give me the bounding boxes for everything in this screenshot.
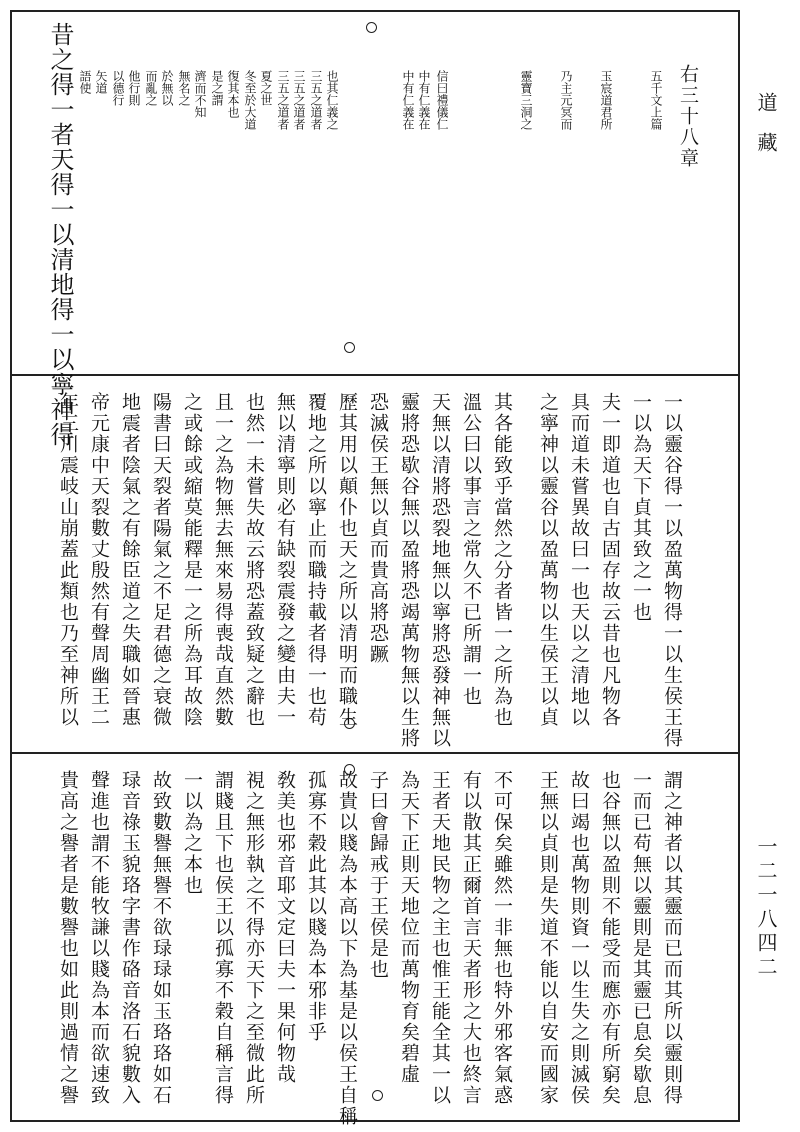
- commentary-column: 三五之道者: [276, 70, 290, 130]
- text-column: 一而已苟無以靈則是其靈已息矣歇息: [630, 770, 652, 1106]
- text-column: 之寧神以靈谷以盈萬物以生侯王以貞: [537, 392, 559, 728]
- commentary-column: 無名之: [177, 70, 191, 106]
- commentary-column: 是之謂: [210, 70, 224, 106]
- commentary-column: 語使: [78, 70, 92, 94]
- text-column: 敎美也邪音耶文定曰夫一果何物哉: [274, 770, 296, 1085]
- text-column: 年三川震岐山崩蓋此類也乃至神所以: [57, 392, 79, 728]
- text-column: 天無以清將恐裂地無以寧將恐發神無以: [429, 392, 451, 749]
- text-column: 溫公曰以事言之常久不已所謂一也: [460, 392, 482, 707]
- text-column: 帝元康中天裂數丈殷然有聲周幽王二: [88, 392, 110, 728]
- text-column: 有以散其正爾首言天者形之大也終言: [460, 770, 482, 1106]
- text-column: 覆地之所以寧止而職持載者得一也苟: [305, 392, 327, 728]
- text-column: 其各能致乎當然之分者皆一之所為也: [491, 392, 513, 728]
- section-divider-top: [10, 374, 740, 376]
- text-column: 謂賤且下也侯王以孤寡不穀自稱言得: [212, 770, 234, 1106]
- commentary-column: 而亂之: [144, 70, 158, 106]
- commentary-column: 也其仁義之: [325, 70, 339, 130]
- commentary-column: 於無以: [160, 70, 174, 106]
- commentary-column: 濟而不知: [193, 70, 207, 118]
- text-column: 一以為天下貞其致之一也: [630, 392, 652, 623]
- text-column: 王無以貞則是失道不能以自安而國家: [537, 770, 559, 1106]
- text-column: 故致數譽無譽不欲琭琭如玉珞珞如石: [150, 770, 172, 1106]
- commentary-column: 玉宸道君所: [599, 70, 613, 130]
- chapter-heading: 右三十八章: [677, 64, 699, 169]
- text-column: 具而道未嘗異故曰一也天以之清地以: [568, 392, 590, 728]
- commentary-column: 夏之世: [259, 70, 273, 106]
- collection-label: 道藏: [754, 92, 778, 172]
- commentary-column: 中有仁義在: [401, 70, 415, 130]
- text-column: 一以靈谷得一以盈萬物得一以生侯王得: [661, 392, 683, 749]
- text-column: 故曰竭也萬物則資一以生失之則滅侯: [568, 770, 590, 1106]
- text-column: 地震者陰氣之有餘臣道之失職如晉惠: [119, 392, 141, 728]
- text-column: 王者天地民物之主也惟王能全其一以: [429, 770, 451, 1106]
- text-column: 歷其用以顛仆也天之所以清明而職生: [336, 392, 358, 728]
- commentary-column: 以德行: [111, 70, 125, 106]
- page-number: 一二一八四二: [754, 836, 778, 980]
- text-column: 子曰會歸戒于王侯是也: [367, 770, 389, 980]
- text-column: 聲進也謂不能牧謙以賤為本而欲速致: [88, 770, 110, 1106]
- text-column: 故貴以賤為本高以下為基是以侯王自稱: [336, 770, 358, 1127]
- commentary-column: 冬至於大道: [243, 70, 257, 130]
- commentary-column: 矢道: [94, 70, 108, 94]
- text-column: 之或餘或縮莫能釋是一之所為耳故陰: [181, 392, 203, 728]
- main-text-column: 昔之得一者天得一以清地得一以寧神得: [46, 22, 74, 447]
- text-column: 也然一未嘗失故云將恐蓋致疑之辭也: [243, 392, 265, 728]
- text-column: 不可保矣雖然一非無也特外邪客氣惑: [491, 770, 513, 1106]
- text-column: 且一之為物無去無來易得喪哉直然數: [212, 392, 234, 728]
- text-column: 恐滅侯王無以貞而貴高將恐蹶: [367, 392, 389, 665]
- text-column: 貴高之譽者是數譽也如此則過情之譽: [57, 770, 79, 1106]
- text-column: 也谷無以盈則不能受而應亦有所窮矣: [599, 770, 621, 1106]
- commentary-column: 信曰禮儀仁: [435, 70, 449, 130]
- commentary-column: 五千文上篇: [649, 70, 663, 130]
- text-column: 孤寡不穀此其以賤為本邪非乎: [305, 770, 327, 1043]
- text-column: 陽書曰天裂者陽氣之不足君德之衰微: [150, 392, 172, 728]
- commentary-column: 乃主元冥而: [559, 70, 573, 130]
- text-column: 謂之神者以其靈而已而其所以靈則得: [661, 770, 683, 1106]
- text-column: 夫一即道也自古固存故云昔也凡物各: [599, 392, 621, 728]
- text-column: 靈將恐歇谷無以盈將恐竭萬物無以生將: [398, 392, 420, 749]
- commentary-column: 中有仁義在: [417, 70, 431, 130]
- section-divider-bottom: [10, 752, 740, 754]
- commentary-column: 三五之道者: [292, 70, 306, 130]
- text-column: 一以為之本也: [181, 770, 203, 896]
- commentary-column: 復其本也: [226, 70, 240, 118]
- commentary-column: 三五之道者: [309, 70, 323, 130]
- circle-mark: [366, 22, 377, 33]
- text-column: 視之無形執之不得亦天下之至微此所: [243, 770, 265, 1106]
- commentary-column: 靈寶三洞之: [519, 70, 533, 130]
- text-column: 無以清寧則必有缺裂震發之變由夫一: [274, 392, 296, 728]
- circle-mark: [344, 342, 355, 353]
- commentary-column: 他行則: [127, 70, 141, 106]
- text-column: 琭音祿玉貌珞字書作硌音洛石貌數入: [119, 770, 141, 1106]
- text-column: 為天下正則天地位而萬物育矣碧虛: [398, 770, 420, 1085]
